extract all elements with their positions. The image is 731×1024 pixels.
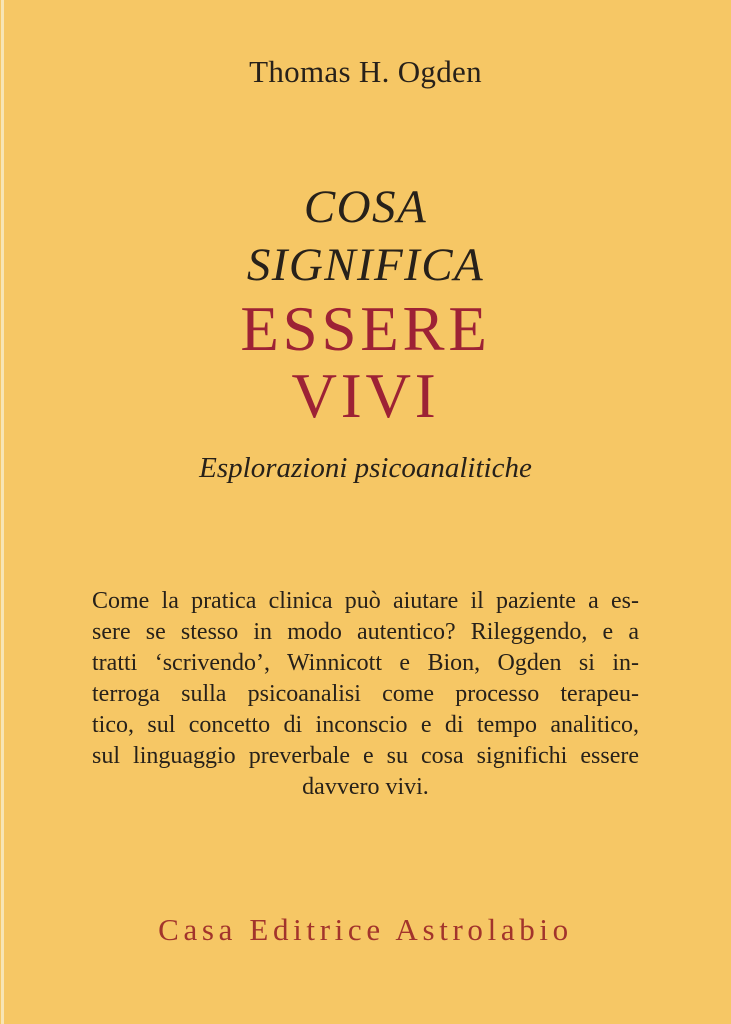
blurb-line: Come la pratica clinica può aiutare il paziente a es- xyxy=(92,588,639,614)
title-line-2: SIGNIFICA xyxy=(246,239,485,291)
blurb-line: tratti ‘scrivendo’, Winnicott e Bion, Ogden si in- xyxy=(92,650,639,676)
subtitle: Esplorazioni psicoanalitiche xyxy=(199,452,532,484)
title-black-block xyxy=(0,178,731,294)
back-blurb xyxy=(92,586,639,803)
blurb-line-last: davvero vivi. xyxy=(302,774,429,800)
author-name: Thomas H. Ogden xyxy=(249,54,482,89)
title-line-1: COSA xyxy=(303,181,428,233)
blurb-line: terroga sulla psicoanalisi come processo terapeu- xyxy=(92,681,639,707)
title-red-block xyxy=(0,296,731,430)
publisher-name: Casa Editrice Astrolabio xyxy=(158,912,573,947)
blurb-line: tico, sul concetto di inconscio e di tempo analitico, xyxy=(92,712,639,738)
title-line-4: VIVI xyxy=(291,361,440,431)
title-line-3: ESSERE xyxy=(240,294,491,364)
blurb-line: sere se stesso in modo autentico? Rileggendo, e a xyxy=(92,619,639,645)
cover-left-edge-highlight xyxy=(1,0,4,1024)
blurb-line: sul linguaggio preverbale e su cosa significhi essere xyxy=(92,743,639,769)
